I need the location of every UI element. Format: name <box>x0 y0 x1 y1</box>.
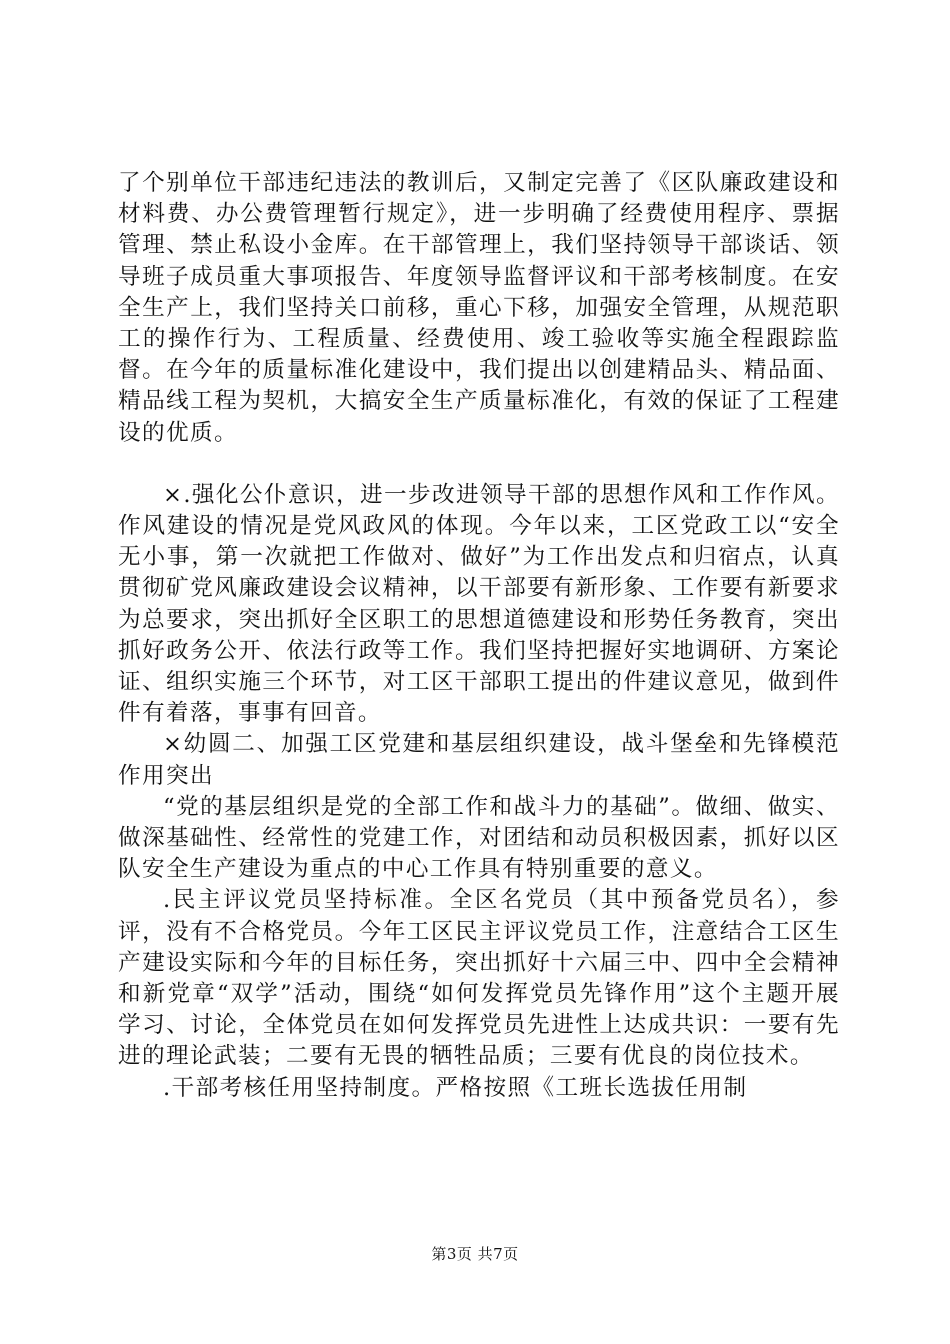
paragraph-continuation: 了个别单位干部违纪违法的教训后，又制定完善了《区队廉政建设和材料费、办公费管理暂行规定》，进一步明确了经费使用程序、票据管理、禁止私设小金库。在干部管理上，我们坚持领导干部谈话、领导班子成员重大事项报告、年度领导监督评议和干部考核制度。在安全生产上，我们坚持关口前移，重心下移，加强安全管理，从规范职工的操作行为、工程质量、经费使用、竣工验收等实施全程跟踪监督。在今年的质量标准化建设中，我们提出以创建精品头、精品面、精品线工程为契机，大搞安全生产质量标准化，有效的保证了工程建设的优质。 <box>118 170 840 446</box>
section-heading-party-building: ×幼圆二、加强工区党建和基层组织建设，战斗堡垒和先锋模范作用突出 <box>118 731 840 789</box>
paragraph-grassroots-organization: “党的基层组织是党的全部工作和战斗力的基础”。做细、做实、做深基础性、经常性的党建工作，对团结和动员积极因素，抓好以区队安全生产建设为重点的中心工作具有特别重要的意义。 <box>118 793 840 883</box>
document-body <box>118 168 840 1104</box>
page-footer: 第3页 共7页 <box>431 1245 519 1263</box>
paragraph-work-style: ×.强化公仆意识，进一步改进领导干部的思想作风和工作作风。作风建设的情况是党风政风的体现。今年以来，工区党政工以“安全无小事，第一次就把工作做对、做好”为工作出发点和归宿点，认真贯彻矿党风廉政建设会议精神，以干部要有新形象、工作要有新要求为总要求，突出抓好全区职工的思想道德建设和形势任务教育，突出抓好政务公开、依法行政等工作。我们坚持把握好实地调研、方案论证、组织实施三个环节，对工区干部职工提出的件建议意见，做到件件有着落，事事有回音。 <box>118 481 840 727</box>
paragraph-cadre-assessment: .干部考核任用坚持制度。严格按照《工班长选拔任用制 <box>163 1074 748 1101</box>
paragraph-party-member-review: .民主评议党员坚持标准。全区名党员（其中预备党员名），参评，没有不合格党员。今年工区民主评议党员工作，注意结合工区生产建设实际和今年的目标任务，突出抓好十六届三中、四中全会精神和新党章“双学”活动，围绕“如何发挥党员先锋作用”这个主题开展学习、讨论，全体党员在如何发挥党员先进性上达成共识：一要有先进的理论武装；二要有无畏的牺牲品质；三要有优良的岗位技术。 <box>118 887 840 1070</box>
